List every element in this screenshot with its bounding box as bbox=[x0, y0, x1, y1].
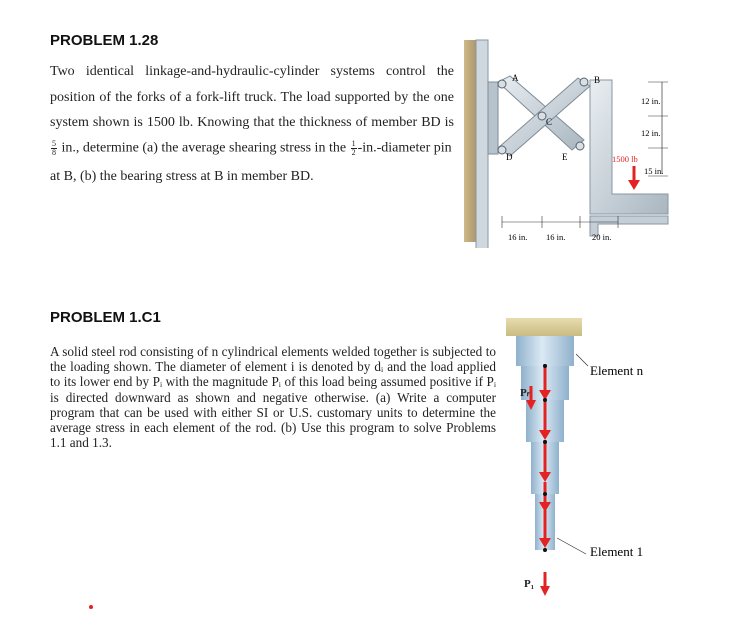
label-element-1: Element 1 bbox=[590, 544, 644, 559]
label-a: A bbox=[512, 73, 519, 83]
stepped-rod-figure bbox=[500, 314, 700, 610]
label-b: B bbox=[594, 75, 601, 85]
fraction-one-half: $\frac{1}{2}$ bbox=[351, 139, 356, 157]
problem-1-28-heading: PROBLEM 1.28 bbox=[50, 32, 159, 49]
label-c: C bbox=[546, 117, 553, 127]
label-e: E bbox=[562, 152, 568, 162]
pin-e bbox=[576, 142, 584, 150]
ceiling-support bbox=[506, 318, 582, 336]
fraction-five-eighths: $\frac{5}{8}$ bbox=[52, 139, 56, 157]
mast-channel bbox=[476, 40, 488, 248]
pin-d bbox=[498, 146, 506, 154]
problem-1-28-line-1: Two identical linkage-and-hydraulic-cylinder systems control the bbox=[50, 64, 454, 79]
label-pn: Pₙ bbox=[520, 387, 532, 399]
problem-1-c1-body: A solid steel rod consisting of n cylindrical elements welded together is subjected to the loading shown. The diameter of element i is denoted by dᵢ and the load applied to its lower end by Pᵢ with the magnitude Pᵢ of this load being assumed positive if Pᵢ is directed downward as shown and negative otherwise. (a) Write a computer program that can be used with either SI or U.S. customary units to determine the average stress in each element of the rod. (b) Use this program to solve Problems 1.1 and 1.3. bbox=[50, 344, 496, 451]
forklift-linkage-figure bbox=[462, 36, 670, 248]
rod-element-n bbox=[516, 336, 574, 366]
dim-x3-label: 20 in. bbox=[592, 232, 612, 242]
problem-1-28-line-3: system shown is 1500 lb. Knowing that the thickness of member BD is bbox=[50, 115, 454, 130]
label-d: D bbox=[506, 152, 513, 162]
problem-1-28-line-2: position of the forks of a fork-lift truck. The load supported by the one bbox=[50, 90, 454, 105]
problem-1-28-line-4: $\frac{5}{8}$ in., determine (a) the average shearing stress in the $\frac{1}{2}$ -in.-diameter pin bbox=[52, 139, 452, 157]
dim-top-label: 12 in. bbox=[641, 96, 661, 106]
pin-b bbox=[580, 78, 588, 86]
hydraulic-cylinder bbox=[488, 82, 498, 154]
problem-1-c1-heading: PROBLEM 1.C1 bbox=[50, 309, 161, 326]
label-p1: P₁ bbox=[524, 578, 535, 590]
label-element-n: Element n bbox=[590, 363, 644, 378]
red-dot-marker bbox=[89, 605, 93, 609]
problem-1-28-line-5: at B, (b) the bearing stress at B in member BD. bbox=[50, 169, 314, 184]
dim-bottom-label: 15 in. bbox=[644, 166, 664, 176]
pin-a bbox=[498, 80, 506, 88]
dim-x2-label: 16 in. bbox=[546, 232, 566, 242]
load-label: 1500 lb bbox=[612, 154, 638, 164]
dim-x1-label: 16 in. bbox=[508, 232, 528, 242]
dim-mid-label: 12 in. bbox=[641, 128, 661, 138]
pin-c bbox=[538, 112, 546, 120]
